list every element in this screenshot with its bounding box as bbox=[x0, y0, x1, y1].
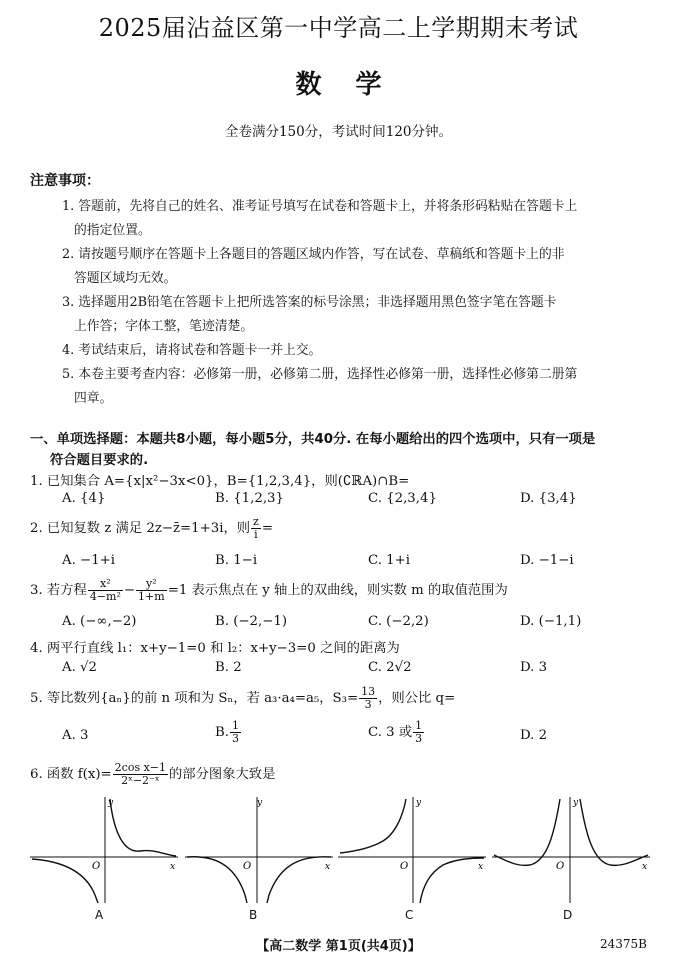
graph-d-x-label: x bbox=[642, 862, 648, 872]
graph-c-y-label: y bbox=[416, 798, 422, 808]
notice-item: 2. 请按题号顺序在答题卡上各题目的答题区域内作答，写在试卷、草稿纸和答题卡上的非 bbox=[62, 247, 565, 262]
paper-code: 24375B bbox=[600, 937, 647, 951]
q6-stem-b: 的部分图象大致是 bbox=[169, 767, 276, 782]
q5-stem-a: 5. 等比数列{aₙ}的前 n 项和为 Sₙ，若 a₃·a₄=a₅，S₃= bbox=[30, 691, 359, 706]
question-3-stem bbox=[30, 578, 508, 603]
question-2-stem bbox=[30, 516, 273, 541]
graph-b bbox=[185, 795, 335, 905]
q5-stem-b: ，则公比 q= bbox=[378, 691, 456, 706]
graph-c bbox=[338, 795, 488, 905]
q2-frac-num: z bbox=[253, 515, 259, 528]
graph-a-y-label: y bbox=[108, 798, 114, 808]
q2-option-a: A. −1+i bbox=[62, 553, 116, 568]
section-heading-cont: 符合题目要求的. bbox=[50, 453, 149, 468]
q3-f2-num: y² bbox=[136, 578, 167, 591]
q5-option-c-label: C. 3 或 bbox=[368, 725, 413, 740]
notice-item: 4. 考试结束后，请将试卷和答题卡一并上交。 bbox=[62, 343, 322, 358]
q2-frac-den: i bbox=[254, 528, 258, 541]
q3-minus: − bbox=[123, 583, 136, 598]
q5-option-d: D. 2 bbox=[520, 728, 548, 743]
q5-option-c bbox=[368, 720, 425, 745]
q5-ob-den: 3 bbox=[232, 732, 239, 745]
graph-a-curve-right bbox=[110, 799, 176, 856]
q2-stem-b: = bbox=[261, 521, 273, 536]
graph-label-c: C bbox=[405, 908, 414, 922]
q6-frac-num: 2cos x−1 bbox=[114, 761, 167, 774]
q4-option-a: A. √2 bbox=[62, 660, 97, 675]
notice-item-cont: 答题区域均无效。 bbox=[74, 271, 177, 286]
notice-item: 5. 本卷主要考查内容：必修第一册，必修第二册，选择性必修第一册，选择性必修第二册第 bbox=[62, 367, 578, 382]
q3-fraction-2 bbox=[136, 578, 167, 603]
graph-a-x-label: x bbox=[170, 862, 176, 872]
graph-d-curve-right bbox=[580, 799, 648, 865]
subject-title: 数学 bbox=[295, 70, 416, 100]
q5-option-a: A. 3 bbox=[62, 728, 89, 743]
q3-f2-den: 1+m bbox=[138, 590, 165, 603]
graph-d-origin: O bbox=[556, 861, 565, 872]
q5-oc-num: 1 bbox=[415, 719, 423, 732]
page-footer: 【高二数学 第1页(共4页)】 bbox=[256, 939, 421, 954]
graph-c-origin: O bbox=[400, 861, 409, 872]
graph-b-x-label: x bbox=[325, 862, 331, 872]
notice-item-cont: 四章。 bbox=[74, 391, 113, 406]
q2-option-c: C. 1+i bbox=[368, 553, 411, 568]
notice-item-cont: 的指定位置。 bbox=[74, 223, 151, 238]
notice-item: 1. 答题前，先将自己的姓名、准考证号填写在试卷和答题卡上，并将条形码粘贴在答题卡上 bbox=[62, 199, 578, 214]
q3-option-b: B. (−2,−1) bbox=[215, 614, 288, 629]
notice-item: 3. 选择题用2B铅笔在答题卡上把所选答案的标号涂黑；非选择题用黑色签字笔在答题卡 bbox=[62, 295, 557, 310]
graph-label-a: A bbox=[95, 908, 104, 922]
notice-heading: 注意事项： bbox=[30, 173, 100, 189]
graph-label-b: B bbox=[249, 908, 258, 922]
q5-frac-num: 13 bbox=[361, 685, 376, 698]
q5-option-c-frac bbox=[413, 720, 424, 745]
q3-stem-a: 3. 若方程 bbox=[30, 583, 87, 598]
q1-option-a: A. {4} bbox=[62, 491, 106, 506]
q5-fraction bbox=[359, 686, 377, 711]
q5-ob-num: 1 bbox=[232, 719, 239, 732]
graph-c-curve-right bbox=[420, 858, 484, 903]
q5-option-b-label: B. bbox=[215, 725, 229, 740]
q3-f1-den: 4−m² bbox=[89, 590, 121, 603]
q4-option-b: B. 2 bbox=[215, 660, 242, 675]
graph-b-curve-right bbox=[267, 857, 331, 903]
q4-option-d: D. 3 bbox=[520, 660, 548, 675]
question-5-stem bbox=[30, 686, 455, 711]
q3-stem-b: =1 表示焦点在 y 轴上的双曲线，则实数 m 的取值范围为 bbox=[167, 583, 508, 598]
q3-f1-num: x² bbox=[88, 578, 123, 591]
graph-c-x-label: x bbox=[478, 862, 484, 872]
q1-option-b: B. {1,2,3} bbox=[215, 491, 284, 506]
q5-option-b bbox=[215, 720, 242, 745]
section-heading: 一、单项选择题：本题共8小题，每小题5分，共40分. 在每小题给出的四个选项中，只有一项是 bbox=[30, 432, 596, 447]
exam-title: 2025届沾益区第一中学高二上学期期末考试 bbox=[98, 14, 579, 42]
graph-d-y-label: y bbox=[573, 798, 579, 808]
q3-option-d: D. (−1,1) bbox=[520, 614, 582, 629]
q5-frac-den: 3 bbox=[364, 698, 372, 711]
q5-oc-den: 3 bbox=[415, 732, 423, 745]
exam-info: 全卷满分150分，考试时间120分钟。 bbox=[224, 124, 453, 140]
q3-option-c: C. (−2,2) bbox=[368, 614, 429, 629]
graph-a-curve-left bbox=[32, 859, 101, 903]
q2-fraction bbox=[251, 516, 261, 541]
graph-b-origin: O bbox=[243, 861, 252, 872]
q1-option-d: D. {3,4} bbox=[520, 491, 577, 506]
question-4-stem: 4. 两平行直线 l₁：x+y−1=0 和 l₂：x+y−3=0 之间的距离为 bbox=[30, 641, 400, 656]
graph-label-d: D bbox=[563, 908, 573, 922]
q2-option-b: B. 1−i bbox=[215, 553, 258, 568]
q6-frac-den: 2ˣ−2⁻ˣ bbox=[121, 774, 160, 787]
graph-d bbox=[492, 795, 652, 905]
question-6-stem bbox=[30, 762, 275, 787]
graph-d-curve-left bbox=[494, 799, 560, 865]
graph-b-y-label: y bbox=[257, 798, 263, 808]
question-1-stem: 1. 已知集合 A={x|x²−3x<0}，B={1,2,3,4}，则(∁ℝA)∩B= bbox=[30, 474, 410, 489]
graph-a-origin: O bbox=[92, 861, 101, 872]
q6-fraction bbox=[113, 762, 168, 787]
notice-item-cont: 上作答；字体工整，笔迹清楚。 bbox=[74, 319, 254, 334]
q5-option-b-frac bbox=[230, 720, 241, 745]
q2-option-d: D. −1−i bbox=[520, 553, 574, 568]
q3-option-a: A. (−∞,−2) bbox=[62, 614, 137, 629]
q6-stem-a: 6. 函数 f(x)= bbox=[30, 767, 112, 782]
q4-option-c: C. 2√2 bbox=[368, 660, 412, 675]
q2-stem-a: 2. 已知复数 z 满足 2z−z̄=1+3i，则 bbox=[30, 521, 251, 536]
q3-fraction-1 bbox=[88, 578, 123, 603]
graph-c-curve-left bbox=[340, 799, 406, 853]
graph-b-curve-left bbox=[187, 857, 247, 903]
graph-a bbox=[30, 795, 180, 905]
q1-option-c: C. {2,3,4} bbox=[368, 491, 437, 506]
